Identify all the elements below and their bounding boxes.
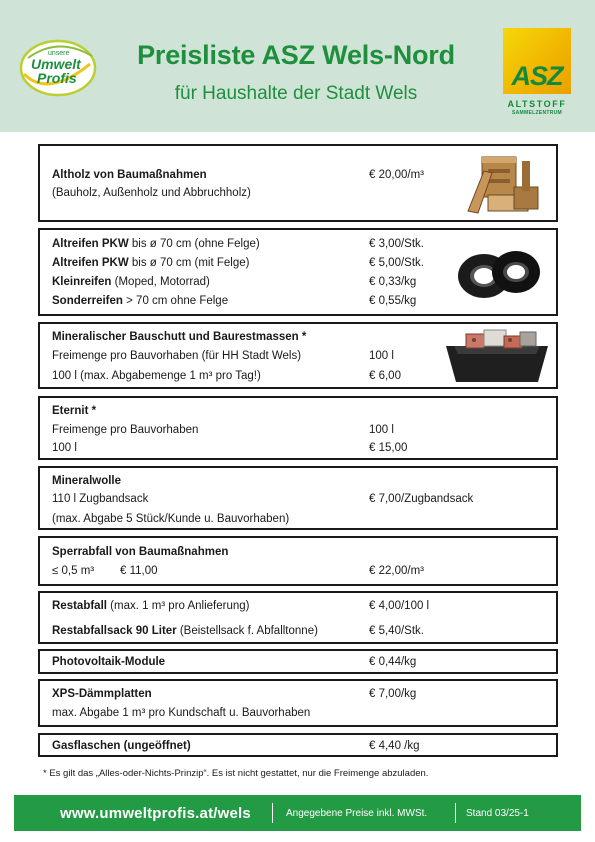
- asz-logo-line2: SAMMELZENTRUM: [511, 110, 562, 116]
- mineralwolle-line-1: 110 l Zugbandsack: [52, 493, 149, 505]
- section-altholz: [38, 144, 558, 222]
- altreifen-price-1: € 3,00/Stk.: [369, 238, 424, 250]
- svg-text:Umwelt: Umwelt: [31, 56, 81, 72]
- altreifen-row-3: Kleinreifen (Moped, Motorrad): [52, 276, 210, 288]
- asz-logo-mark: ASZ: [511, 61, 563, 91]
- gasflaschen-name: Gasflaschen (ungeöffnet): [52, 740, 191, 752]
- altreifen-price-4: € 0,55/kg: [369, 295, 417, 307]
- xps-price: € 7,00/kg: [369, 688, 417, 700]
- section-sperrabfall: [38, 536, 558, 586]
- section-xps: [38, 679, 558, 727]
- header-banner: [0, 0, 595, 132]
- eternit-name: Eternit *: [52, 405, 97, 417]
- footer-url-link[interactable]: www.umweltprofis.at/wels: [60, 805, 251, 822]
- umweltprofis-logo: [18, 34, 100, 100]
- mineralwolle-name: Mineralwolle: [52, 475, 122, 487]
- gasflaschen-price: € 4,40 /kg: [369, 740, 420, 752]
- mineralwolle-line-2: (max. Abgabe 5 Stück/Kunde u. Bauvorhaben): [52, 513, 290, 525]
- photovoltaik-name: Photovoltaik-Module: [52, 656, 166, 668]
- sperrabfall-name: Sperrabfall von Baumaßnahmen: [52, 546, 229, 558]
- sperrabfall-line-1: ≤ 0,5 m³: [52, 565, 95, 577]
- section-gasflaschen: [38, 733, 558, 757]
- altreifen-price-2: € 5,00/Stk.: [369, 257, 424, 269]
- footnote: * Es gilt das „Alles-oder-Nichts-Prinzip“. Es ist nicht gestattet, nur die Freimenge abzuladen.: [43, 768, 429, 779]
- eternit-line-2: 100 l: [52, 442, 77, 454]
- altreifen-price-3: € 0,33/kg: [369, 276, 417, 288]
- bauschutt-line-1: Freimenge pro Bauvorhaben (für HH Stadt Wels): [52, 350, 302, 362]
- mineralwolle-price-1: € 7,00/Zugbandsack: [369, 493, 474, 505]
- altholz-name: Altholz von Baumaßnahmen: [52, 169, 207, 181]
- svg-text:Profis: Profis: [37, 70, 77, 86]
- svg-text:unsere: unsere: [48, 50, 70, 57]
- eternit-price-1: 100 l: [369, 424, 394, 436]
- bauschutt-name: Mineralischer Bauschutt und Baurestmassen *: [52, 331, 307, 343]
- section-altreifen: [38, 228, 558, 316]
- page-title: Preisliste ASZ Wels-Nord: [137, 40, 455, 70]
- xps-name: XPS-Dämmplatten: [52, 688, 152, 700]
- xps-line-1: max. Abgabe 1 m³ pro Kundschaft u. Bauvorhaben: [52, 707, 311, 719]
- photovoltaik-price: € 0,44/kg: [369, 656, 417, 668]
- eternit-line-1: Freimenge pro Bauvorhaben: [52, 424, 199, 436]
- bauschutt-price-2: € 6,00: [369, 370, 401, 382]
- asz-logo-line1: ALTSTOFF: [507, 99, 567, 109]
- section-mineralwolle: [38, 466, 558, 530]
- section-eternit: [38, 396, 558, 460]
- section-bauschutt: [38, 322, 558, 389]
- restabfall-row-2: Restabfallsack 90 Liter (Beistellsack f. Abfalltonne): [52, 625, 318, 637]
- restabfall-price-2: € 5,40/Stk.: [369, 625, 424, 637]
- bauschutt-price-1: 100 l: [369, 350, 394, 362]
- rubble-tub-icon: [444, 326, 550, 384]
- altreifen-row-2: Altreifen PKW bis ø 70 cm (mit Felge): [52, 257, 250, 269]
- eternit-price-2: € 15,00: [369, 442, 408, 454]
- bauschutt-line-2: 100 l (max. Abgabemenge 1 m³ pro Tag!): [52, 370, 261, 382]
- section-photovoltaik: [38, 649, 558, 674]
- footer-stand: Stand 03/25-1: [466, 808, 529, 819]
- sperrabfall-price-1: € 22,00/m³: [369, 565, 424, 577]
- footer-divider: [272, 803, 273, 823]
- asz-logo: [503, 28, 571, 94]
- footer-divider: [455, 803, 456, 823]
- restabfall-price-1: € 4,00/100 l: [369, 600, 430, 612]
- footer-vat-note: Angegebene Preise inkl. MWSt.: [286, 808, 428, 819]
- restabfall-row-1: Restabfall (max. 1 m³ pro Anlieferung): [52, 600, 250, 612]
- page-subtitle: für Haushalte der Stadt Wels: [174, 83, 418, 104]
- altholz-price: € 20,00/m³: [369, 169, 424, 181]
- sperrabfall-line-1-price: € 11,00: [120, 565, 158, 577]
- altreifen-row-4: Sonderreifen > 70 cm ohne Felge: [52, 295, 229, 307]
- footer-bar: [14, 795, 581, 831]
- wood-pallets-icon: [462, 151, 552, 217]
- tires-icon: [454, 244, 544, 304]
- section-restabfall: [38, 591, 558, 644]
- altholz-note: (Bauholz, Außenholz und Abbruchholz): [52, 187, 251, 199]
- altreifen-row-1: Altreifen PKW bis ø 70 cm (ohne Felge): [52, 238, 260, 250]
